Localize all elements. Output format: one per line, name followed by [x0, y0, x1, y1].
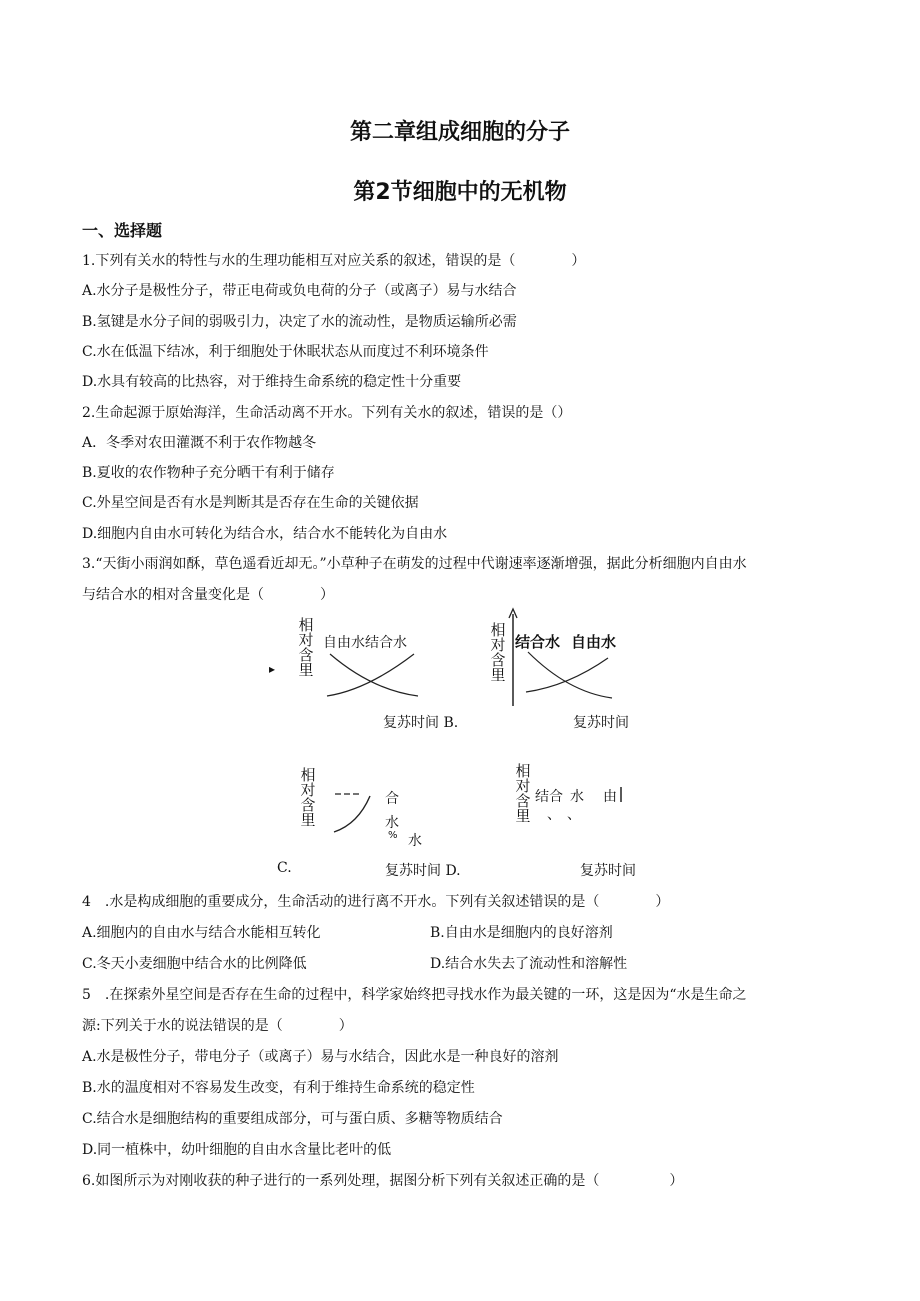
q5-stem-line1: 5 .在探索外星空间是否存在生命的过程中，科学家始终把寻找水作为最关键的一环，这是因为“水是生命之	[82, 987, 747, 1003]
figure-b-curve-rising	[526, 658, 608, 692]
figure-c-label-3: %	[388, 830, 398, 841]
figure-c-label-4: 水	[408, 833, 422, 849]
figure-c-curves	[330, 788, 380, 838]
figure-d-label-1: 结合	[535, 789, 563, 805]
figure-a-curve-rising	[327, 654, 414, 696]
figure-d-label-2: 水	[570, 789, 584, 805]
q3-stem-line2: 与结合水的相对含量变化是（ ）	[82, 587, 334, 603]
q5-option-d: D.同一植株中，幼叶细胞的自由水含量比老叶的低	[82, 1142, 392, 1158]
figure-c-label-2: 水	[385, 815, 399, 831]
q4-option-b: B.自由水是细胞内的良好溶剂	[430, 925, 613, 941]
part-heading: 一、选择题	[82, 221, 163, 240]
figure-d-label-3: 由	[603, 789, 617, 805]
figure-c-curve	[334, 796, 370, 832]
figure-c-label-1: 合	[385, 791, 399, 807]
q4-option-c: C.冬天小麦细胞中结合水的比例降低	[82, 956, 307, 972]
figure-d-label-5: 、	[567, 807, 581, 823]
section-title: 第2节细胞中的无机物	[353, 180, 567, 205]
q2-stem: 2.生命起源于原始海洋，生命活动离不开水。下列有关水的叙述，错误的是（）	[82, 405, 572, 421]
figure-b-caption: 复苏时间	[573, 715, 629, 731]
figure-c-ylabel: 相对含里	[300, 766, 316, 829]
q4-option-a: A.细胞内的自由水与结合水能相互转化	[82, 925, 321, 941]
q1-option-a: A.水分子是极性分子，带正电荷或负电荷的分子（或离子）易与水结合	[82, 283, 517, 299]
figure-a-legend: 自由水结合水	[323, 635, 407, 651]
q5-option-b: B.水的温度相对不容易发生改变，有利于维持生命系统的稳定性	[82, 1080, 475, 1096]
figure-b-legend-bound: 结合水	[515, 633, 561, 651]
figure-a-ylabel: 相对含里	[298, 616, 314, 679]
figure-a-curves	[322, 650, 422, 700]
q2-option-a: A．冬季对农田灌溉不利于农作物越冬	[82, 435, 317, 451]
q5-option-a: A.水是极性分子，带电分子（或离子）易与水结合，因此水是一种良好的溶剂	[82, 1049, 559, 1065]
q2-option-b: B.夏收的农作物种子充分晒干有利于储存	[82, 465, 335, 481]
q2-option-c: C.外星空间是否有水是判断其是否存在生命的关键依据	[82, 495, 419, 511]
figure-a-caption: 复苏时间 B.	[383, 715, 459, 731]
figure-a-mark: ▸	[269, 662, 276, 676]
q1-option-d: D.水具有较高的比热容，对于维持生命系统的稳定性十分重要	[82, 374, 462, 390]
figure-c-caption: 复苏时间 D.	[385, 863, 461, 879]
q1-option-b: B.氢键是水分子间的弱吸引力，决定了水的流动性，是物质运输所必需	[82, 314, 517, 330]
q5-stem-line2: 源:下列关于水的说法错误的是（ ）	[82, 1018, 353, 1034]
q3-stem-line1: 3.“天街小雨润如酥，草色遥看近却无。”小草种子在萌发的过程中代谢速率逐渐增强，据此分析细胞内自由水	[82, 556, 747, 572]
figure-b-axes	[508, 606, 618, 710]
chapter-title: 第二章组成细胞的分子	[349, 120, 570, 145]
figure-d-label-4: 、	[547, 807, 561, 823]
q5-option-c: C.结合水是细胞结构的重要组成部分，可与蛋白质、多糖等物质结合	[82, 1111, 503, 1127]
q4-option-d: D.结合水失去了流动性和溶解性	[430, 956, 628, 972]
figure-b-curve-falling	[528, 652, 612, 698]
figure-c-option: C.	[277, 860, 292, 876]
q1-stem: 1.下列有关水的特性与水的生理功能相互对应关系的叙述，错误的是（ ）	[82, 253, 586, 269]
q1-option-c: C.水在低温下结冰，利于细胞处于休眠状态从而度过不利环境条件	[82, 344, 489, 360]
figure-b-ylabel: 相对含里	[490, 621, 506, 684]
figure-d-bar	[618, 786, 626, 804]
q4-stem: 4 .水是构成细胞的重要成分，生命活动的进行离不开水。下列有关叙述错误的是（ ）	[82, 894, 670, 910]
q2-option-d: D.细胞内自由水可转化为结合水，结合水不能转化为自由水	[82, 526, 448, 542]
figure-b-legend-free: 自由水	[571, 633, 617, 651]
figure-d-ylabel: 相对含里	[515, 762, 531, 825]
figure-d-caption: 复苏时间	[580, 863, 636, 879]
q6-stem: 6.如图所示为对刚收获的种子进行的一系列处理，据图分析下列有关叙述正确的是（ ）	[82, 1173, 684, 1189]
